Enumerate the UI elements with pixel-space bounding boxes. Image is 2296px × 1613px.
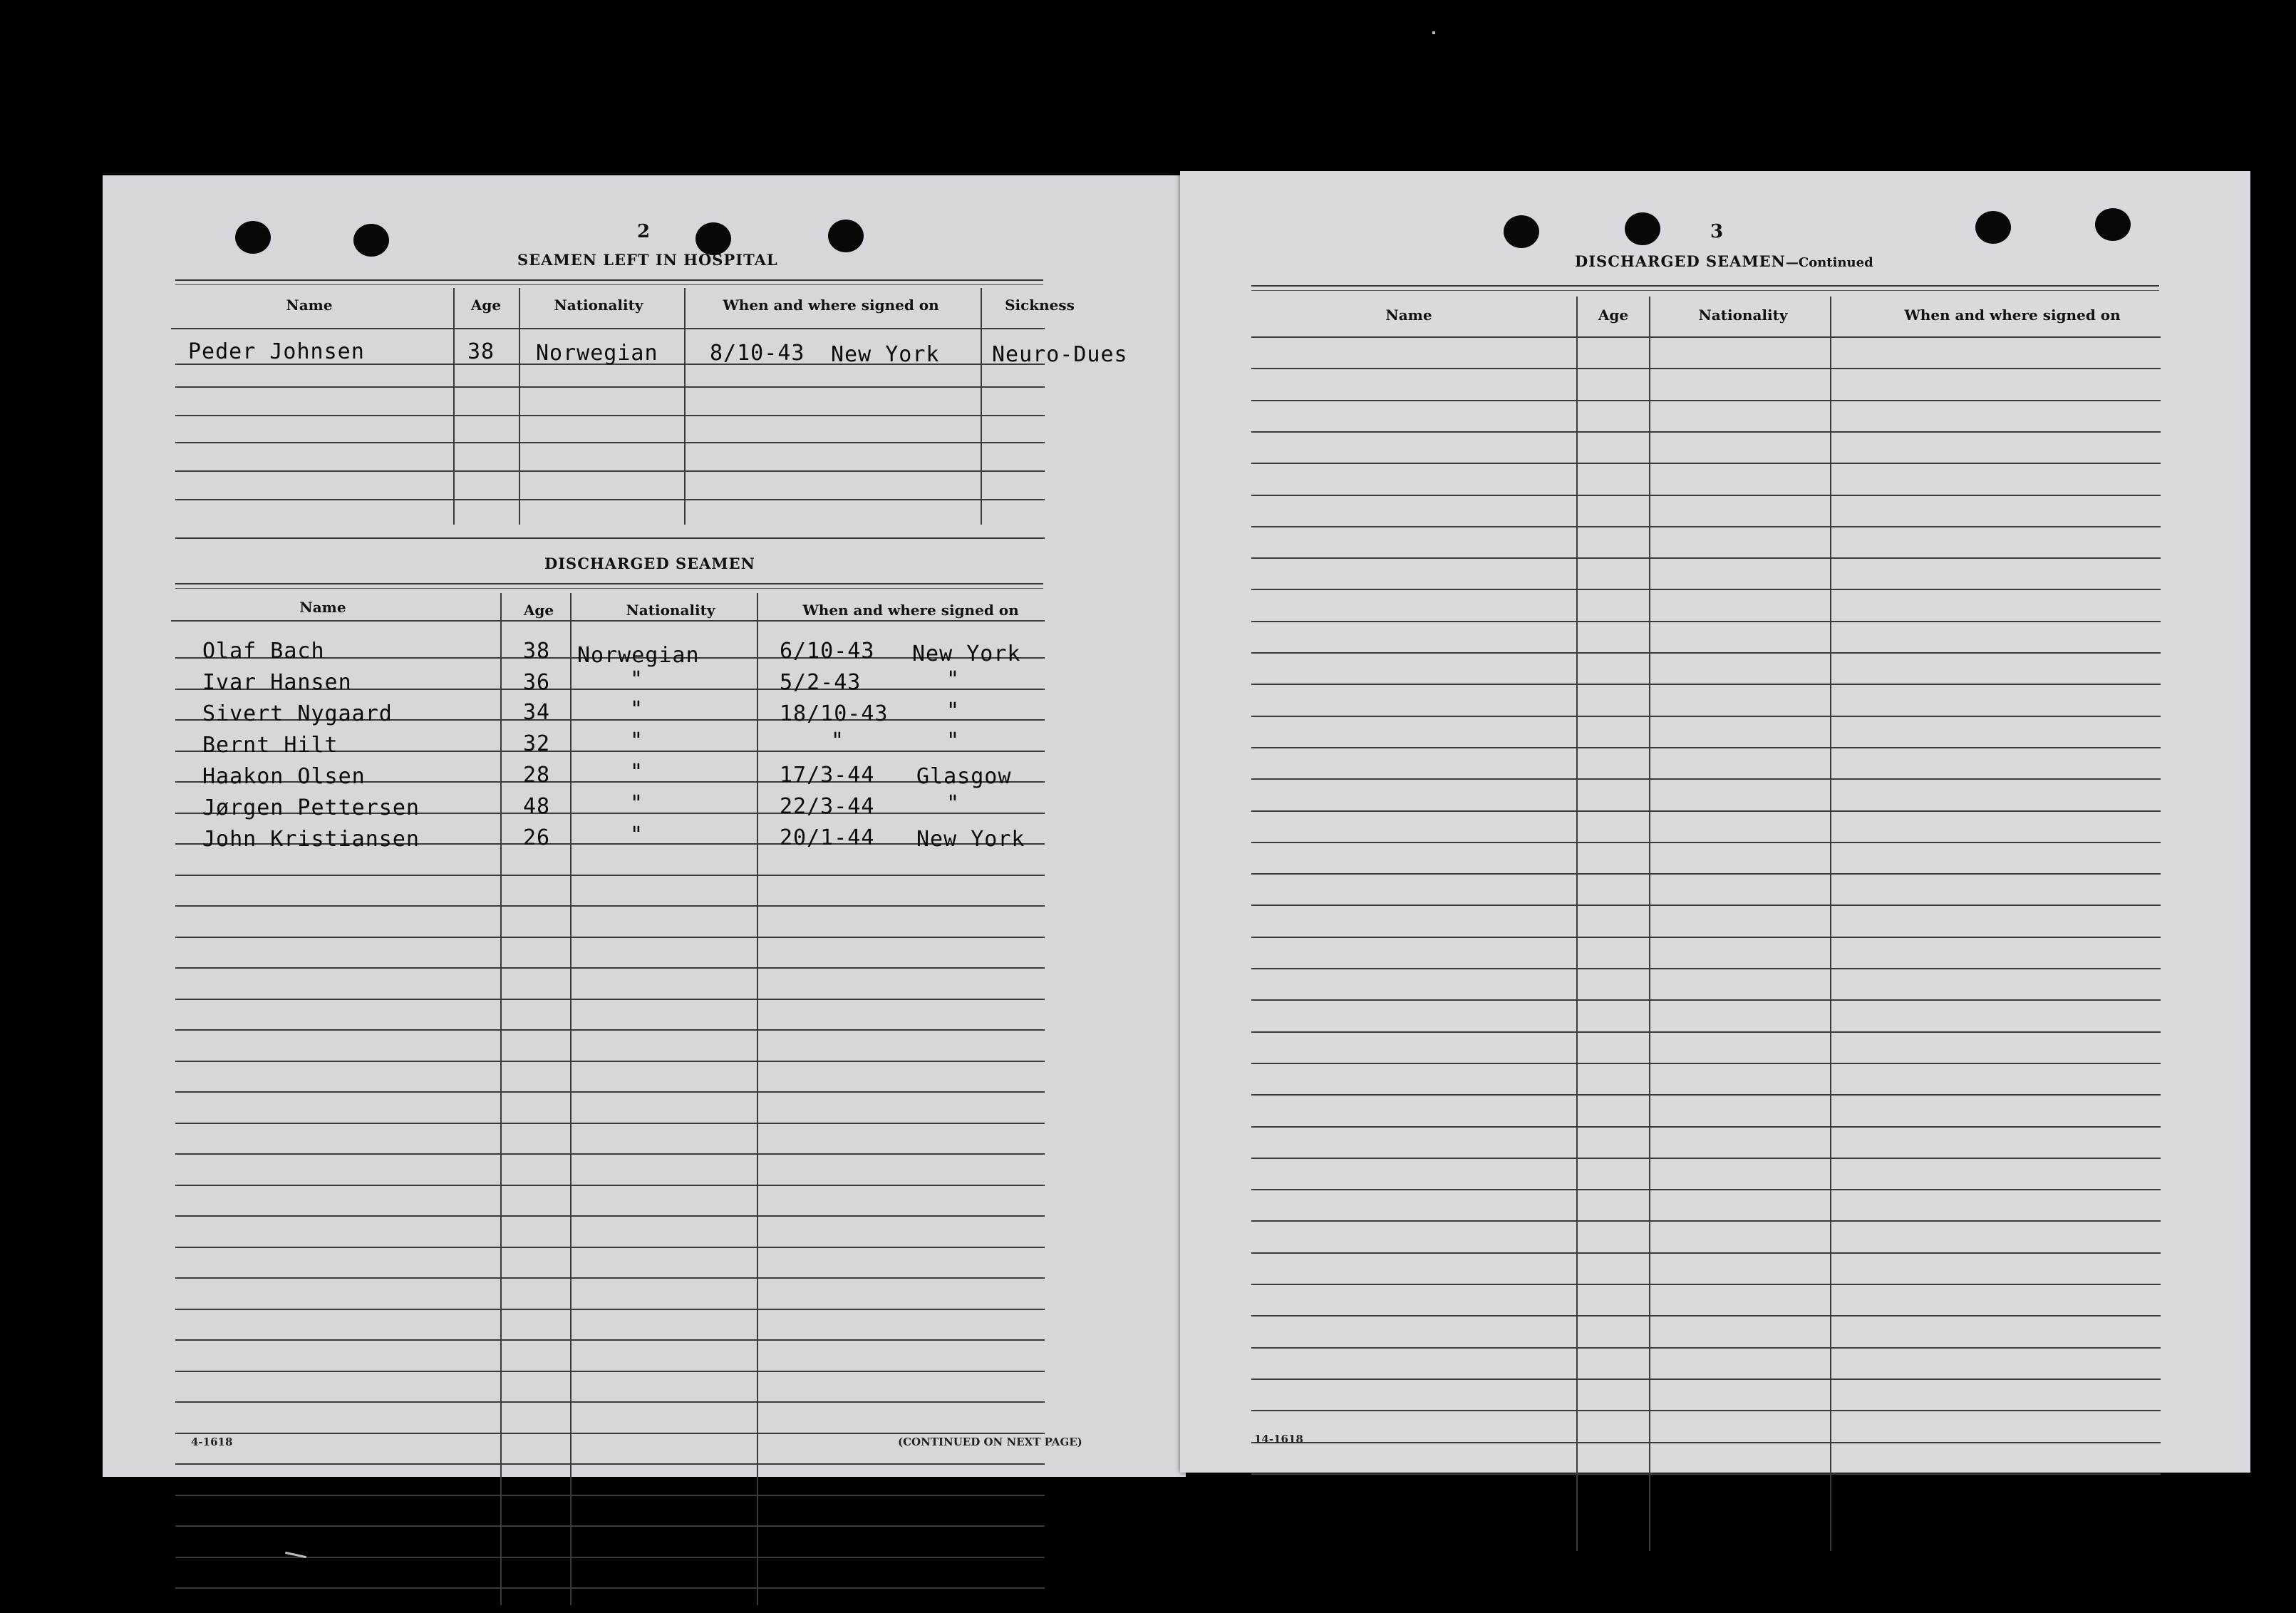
hospital-name: Peder Johnsen: [188, 339, 365, 364]
table-rule: [1251, 716, 2161, 717]
right-page: [1180, 171, 2250, 1473]
table-rule: [171, 328, 1045, 329]
table-rule: [175, 415, 1045, 416]
seaman-place: ": [946, 699, 961, 723]
punch-hole: [353, 224, 389, 257]
seaman-date: 17/3-44: [780, 763, 875, 788]
header-age: Age: [523, 602, 554, 619]
left-page: [103, 175, 1186, 1477]
table-rule: [175, 1339, 1045, 1341]
header-signed-on: When and where signed on: [1904, 306, 2121, 324]
table-rule: [175, 875, 1045, 876]
table-rule: [1251, 1158, 2161, 1159]
seaman-age: 48: [523, 794, 551, 819]
seaman-age: 28: [523, 763, 551, 788]
column-divider: [453, 288, 455, 525]
seaman-nationality: ": [630, 823, 644, 847]
table-rule: [1251, 905, 2161, 906]
table-rule: [1251, 873, 2161, 875]
seaman-date: 5/2-43: [780, 670, 862, 695]
table-rule: [1251, 778, 2161, 780]
table-rule: [175, 1215, 1045, 1217]
seaman-date: 6/10-43: [780, 639, 875, 664]
table-rule: [1251, 1473, 2161, 1475]
seaman-place: Glasgow: [916, 764, 1012, 789]
seaman-nationality: ": [630, 791, 644, 816]
seaman-place: ": [946, 728, 961, 753]
double-rule: [1251, 285, 2159, 291]
header-age: Age: [470, 297, 502, 314]
table-rule: [175, 999, 1045, 1000]
seaman-nationality: ": [630, 760, 644, 785]
punch-hole: [828, 220, 864, 252]
seaman-age: 36: [523, 670, 551, 695]
seaman-nationality: ": [630, 667, 644, 692]
form-number: 4-1618: [191, 1436, 233, 1448]
table-rule: [1251, 557, 2161, 559]
seaman-place: New York: [912, 641, 1021, 666]
table-rule: [175, 1091, 1045, 1093]
table-rule: [1251, 652, 2161, 654]
table-rule: [1251, 1315, 2161, 1316]
dust-speck: [1432, 31, 1435, 34]
header-name: Name: [299, 599, 346, 616]
table-rule: [175, 1185, 1045, 1186]
table-rule: [1251, 526, 2161, 527]
header-name: Name: [286, 297, 333, 314]
table-rule: [175, 1153, 1045, 1155]
table-rule: [1251, 968, 2161, 969]
page-number: 3: [1710, 221, 1724, 242]
table-rule: [175, 905, 1045, 907]
seaman-name: Bernt Hilt: [202, 733, 338, 758]
table-rule: [175, 967, 1045, 969]
table-rule: [175, 1495, 1045, 1496]
table-rule: [175, 1371, 1045, 1372]
table-rule: [175, 1061, 1045, 1062]
seaman-name: Haakon Olsen: [202, 764, 366, 789]
header-nationality: Nationality: [626, 602, 715, 619]
table-rule: [175, 1277, 1045, 1279]
column-divider: [1830, 297, 1831, 1551]
table-rule: [1251, 1126, 2161, 1128]
seaman-place: ": [946, 667, 961, 692]
header-nationality: Nationality: [554, 297, 643, 314]
column-divider: [519, 288, 520, 525]
table-rule: [175, 1029, 1045, 1031]
seaman-date: 22/3-44: [780, 794, 875, 819]
table-rule: [1251, 495, 2161, 496]
hospital-date: 8/10-43: [710, 341, 805, 366]
header-age: Age: [1598, 306, 1629, 324]
punch-hole: [2095, 208, 2131, 241]
table-rule: [1251, 621, 2161, 622]
hospital-sickness: Neuro-Dues: [992, 342, 1128, 367]
section-title-text: DISCHARGED SEAMEN: [1575, 252, 1786, 270]
seaman-place: New York: [916, 827, 1025, 852]
table-rule: [175, 442, 1045, 443]
seaman-date: ": [831, 728, 845, 753]
form-number: 14-1618: [1254, 1433, 1303, 1445]
seaman-nationality: ": [630, 728, 644, 753]
seaman-age: 26: [523, 825, 551, 850]
table-rule: [175, 1247, 1045, 1248]
table-rule: [1251, 1094, 2161, 1096]
page-number: 2: [637, 221, 651, 242]
table-rule: [1251, 1063, 2161, 1064]
discharged-section-title: DISCHARGED SEAMEN: [544, 555, 755, 572]
table-rule: [1251, 1189, 2161, 1190]
column-divider: [981, 288, 982, 525]
header-signed-on: When and where signed on: [723, 297, 939, 314]
table-rule: [175, 499, 1045, 500]
table-rule: [1251, 684, 2161, 685]
column-divider: [757, 593, 758, 1605]
table-rule: [1251, 1378, 2161, 1380]
seaman-place: ": [946, 791, 961, 816]
hospital-nationality: Norwegian: [536, 341, 658, 366]
table-rule: [1251, 1347, 2161, 1349]
table-rule: [175, 470, 1045, 472]
column-divider: [500, 593, 502, 1605]
header-sickness: Sickness: [1005, 297, 1075, 314]
double-rule: [175, 279, 1043, 285]
table-rule: [175, 1587, 1045, 1589]
header-nationality: Nationality: [1698, 306, 1788, 324]
hospital-section-title: SEAMEN LEFT IN HOSPITAL: [517, 251, 778, 269]
seaman-name: Olaf Bach: [202, 639, 325, 664]
seaman-age: 38: [523, 639, 551, 664]
seaman-name: Ivar Hansen: [202, 670, 352, 695]
seaman-nationality: Norwegian: [577, 643, 700, 668]
header-signed-on: When and where signed on: [802, 602, 1019, 619]
table-rule: [175, 1123, 1045, 1124]
seaman-nationality: ": [630, 697, 644, 722]
seaman-name: Sivert Nygaard: [202, 701, 393, 726]
table-rule: [1251, 431, 2161, 433]
column-divider: [570, 593, 572, 1605]
table-rule: [1251, 1252, 2161, 1254]
header-name: Name: [1385, 306, 1432, 324]
table-rule: [1251, 368, 2161, 369]
seaman-name: John Kristiansen: [202, 827, 420, 852]
discharged-continued-title: [1575, 252, 1873, 270]
seaman-name: Jørgen Pettersen: [202, 795, 420, 820]
column-divider: [1576, 297, 1578, 1551]
table-rule: [1251, 810, 2161, 812]
seaman-age: 32: [523, 731, 551, 756]
punch-hole: [1625, 212, 1660, 245]
table-rule: [171, 620, 1045, 622]
table-rule: [1251, 589, 2161, 590]
table-rule: [1251, 999, 2161, 1001]
table-rule: [1251, 1031, 2161, 1033]
table-rule: [1251, 1442, 2161, 1443]
seaman-date: 18/10-43: [780, 701, 889, 726]
punch-hole: [1975, 211, 2011, 244]
hospital-age: 38: [467, 339, 495, 364]
seaman-age: 34: [523, 700, 551, 725]
table-rule: [175, 937, 1045, 938]
table-rule: [1251, 463, 2161, 464]
continued-note: (CONTINUED ON NEXT PAGE): [898, 1436, 1082, 1448]
table-rule: [175, 1309, 1045, 1310]
punch-hole: [1504, 215, 1539, 248]
table-rule: [1251, 336, 2161, 338]
seaman-date: 20/1-44: [780, 825, 875, 850]
hospital-place: New York: [831, 342, 940, 367]
table-rule: [175, 1433, 1045, 1434]
table-rule: [175, 1525, 1045, 1527]
table-rule: [1251, 747, 2161, 748]
double-rule: [175, 583, 1043, 589]
table-rule: [175, 537, 1045, 539]
table-rule: [1251, 1284, 2161, 1285]
punch-hole: [235, 221, 271, 254]
table-rule: [1251, 1220, 2161, 1222]
column-divider: [1649, 297, 1650, 1551]
table-rule: [1251, 1410, 2161, 1411]
table-rule: [1251, 937, 2161, 938]
table-rule: [1251, 400, 2161, 401]
table-rule: [175, 1463, 1045, 1465]
table-rule: [175, 386, 1045, 388]
table-rule: [1251, 842, 2161, 843]
table-rule: [175, 1401, 1045, 1403]
continued-suffix: —Continued: [1785, 255, 1873, 270]
column-divider: [684, 288, 686, 525]
